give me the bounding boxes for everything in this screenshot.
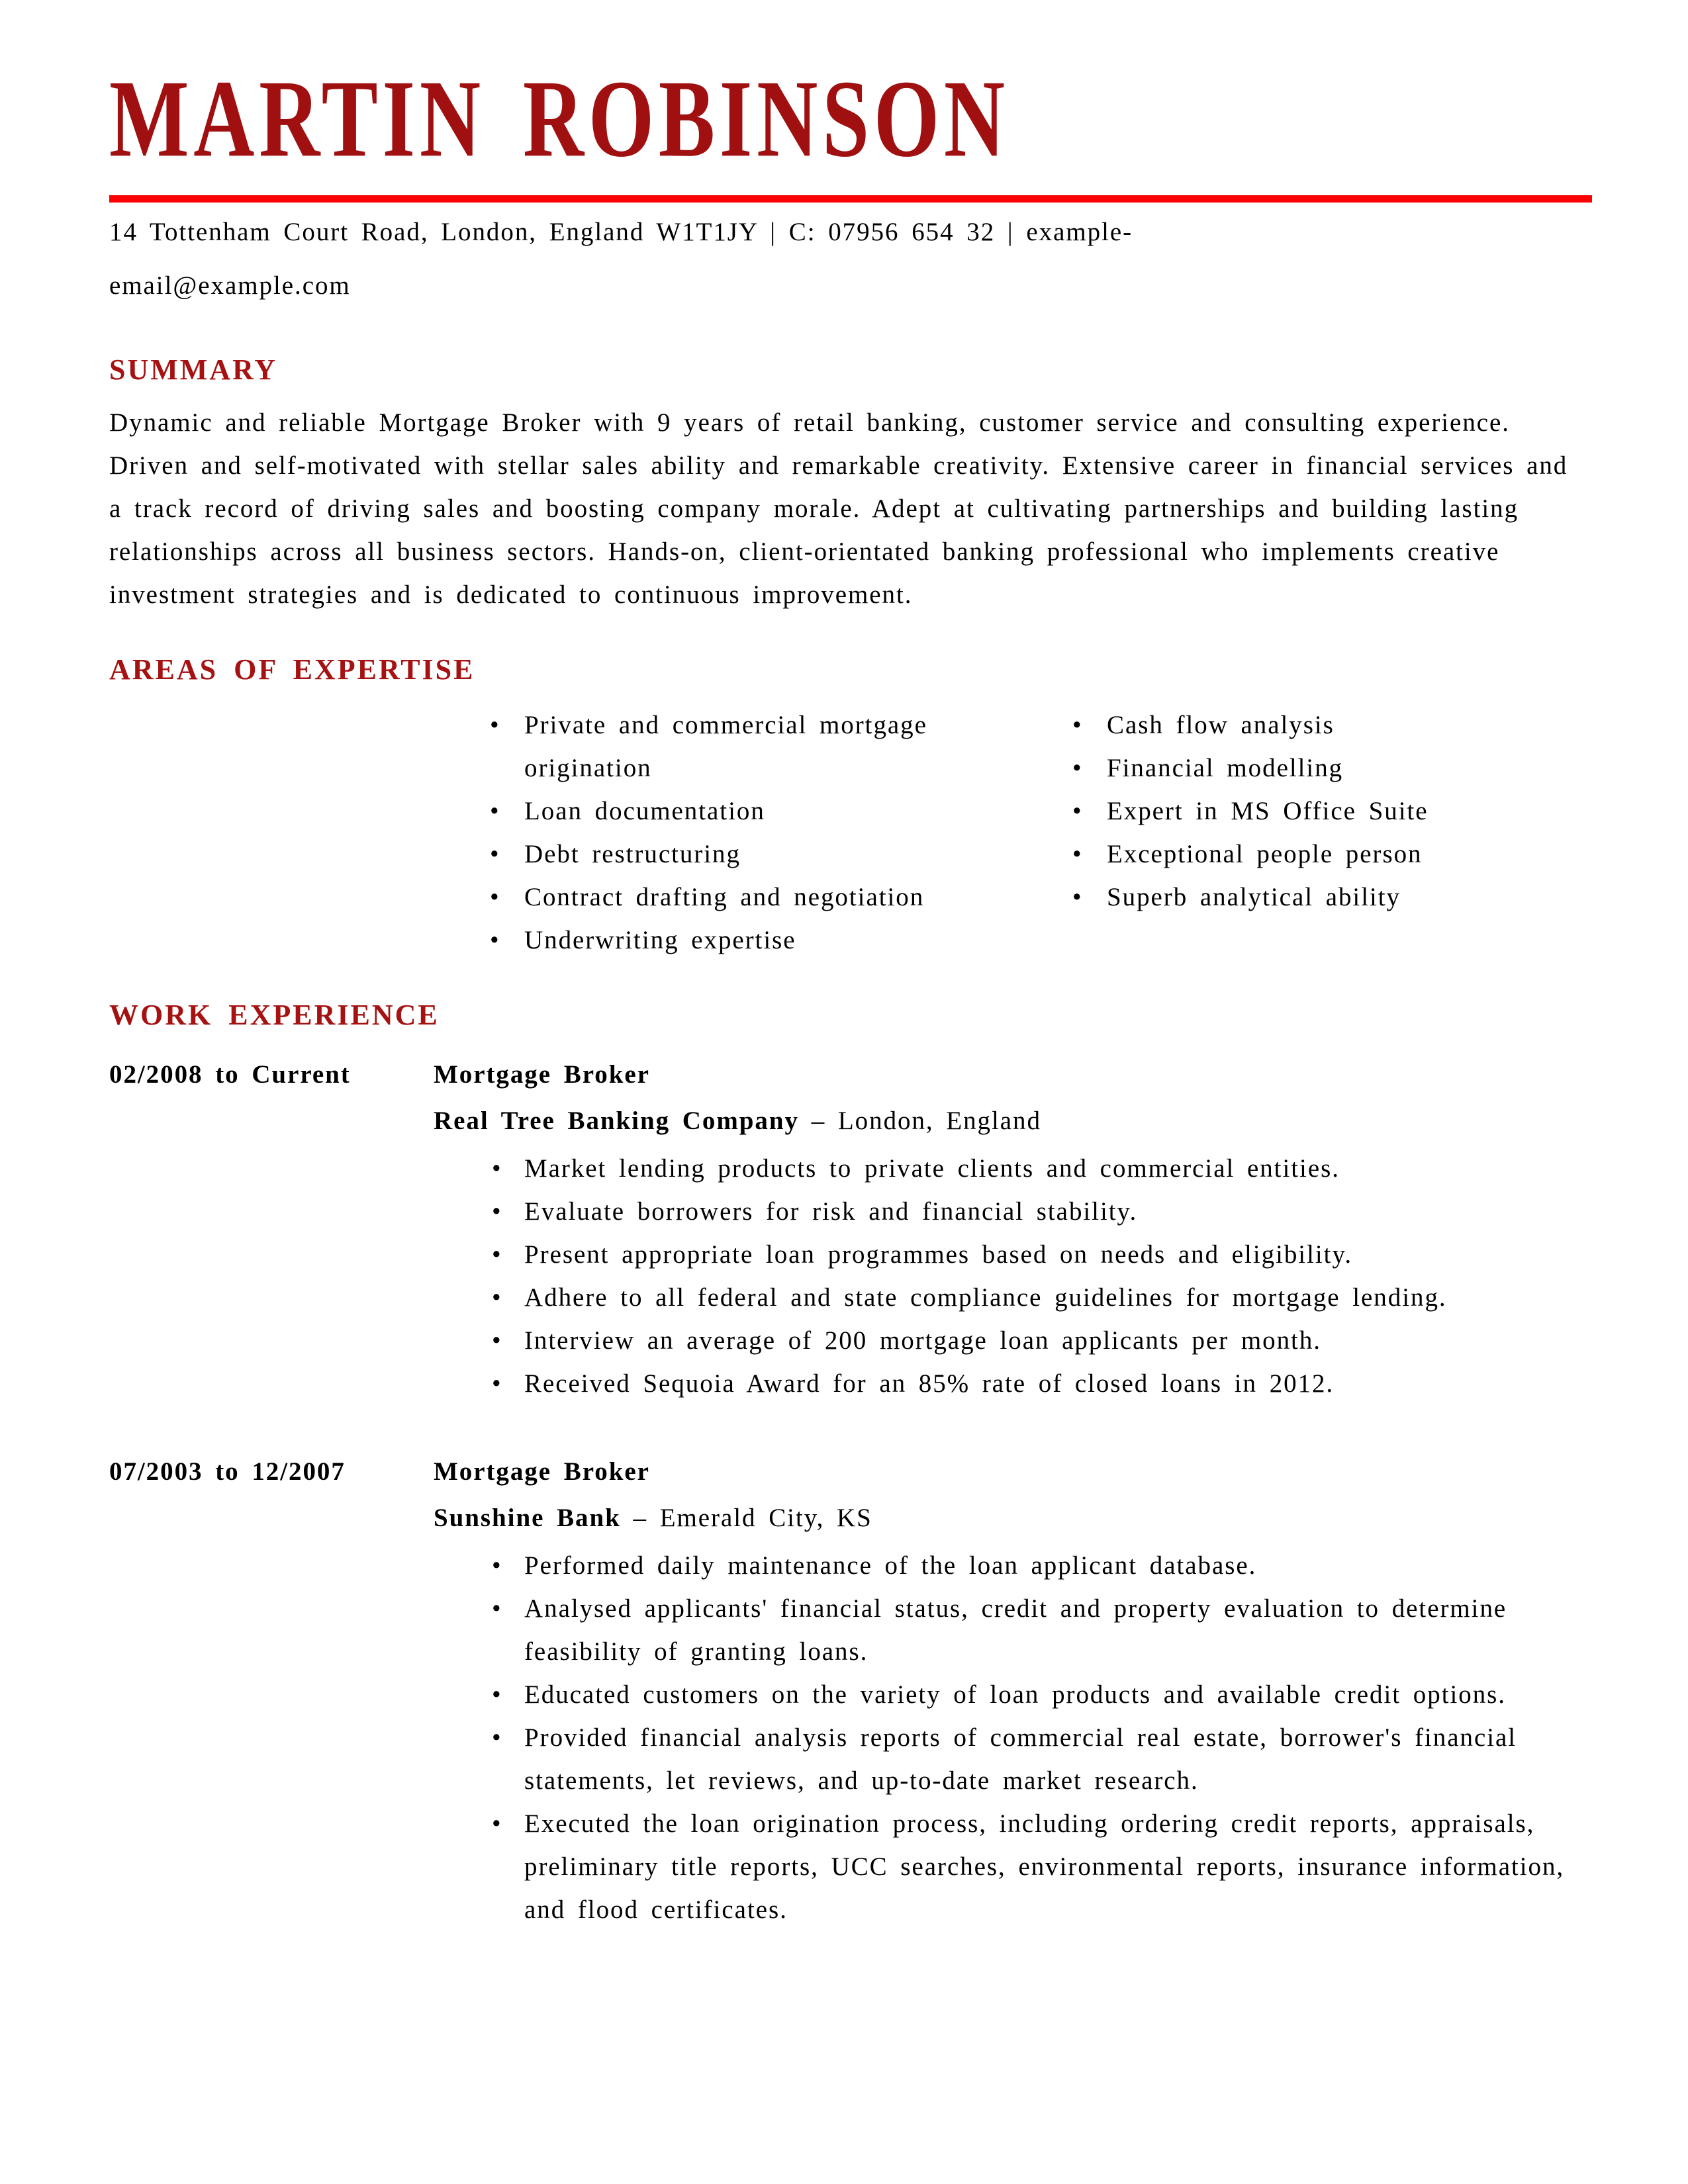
expertise-item: • Contract drafting and negotiation bbox=[490, 876, 969, 919]
resume-header bbox=[109, 57, 1592, 312]
expertise-item: • Exceptional people person bbox=[1072, 833, 1592, 876]
company-name: Real Tree Banking Company bbox=[434, 1107, 799, 1135]
company-location-separator: – bbox=[633, 1504, 647, 1532]
name-heading: MARTIN ROBINSON bbox=[109, 57, 1009, 180]
expertise-item: • Expert in MS Office Suite bbox=[1072, 790, 1592, 833]
expertise-section bbox=[109, 653, 1592, 962]
expertise-item: • Underwriting expertise bbox=[490, 919, 969, 962]
job-bullet: • Interview an average of 200 mortgage loan applicants per month. bbox=[434, 1319, 1592, 1362]
job-dates: 07/2003 to 12/2007 bbox=[109, 1457, 346, 1486]
job-bullet: • Market lending products to private clients and commercial entities. bbox=[434, 1147, 1592, 1190]
job-details bbox=[434, 1052, 1592, 1405]
contact-line-2: email@example.com bbox=[109, 271, 351, 300]
expertise-item: • Debt restructuring bbox=[490, 833, 969, 876]
summary-heading: SUMMARY bbox=[109, 353, 278, 386]
expertise-item: • Cash flow analysis bbox=[1072, 704, 1592, 747]
company-line bbox=[434, 1495, 1592, 1541]
company-name: Sunshine Bank bbox=[434, 1504, 621, 1532]
job-entry bbox=[109, 1052, 1592, 1405]
expertise-item: • Loan documentation bbox=[490, 790, 969, 833]
job-bullet-list bbox=[434, 1544, 1592, 1931]
expertise-heading: AREAS OF EXPERTISE bbox=[109, 653, 475, 686]
summary-section bbox=[109, 353, 1592, 616]
summary-text: Dynamic and reliable Mortgage Broker with 9 years of retail banking, customer service and consulting experience. Driven and self-motivated with stellar sales ability and remarkable creativity. Extensive career in financial services and a track record of driving sales and boosting company morale. Adept at cultivating partnerships and building lasting relationships across all business sectors. Hands-on, client-orientated banking professional who implements creative investment strategies and is dedicated to continuous improvement. bbox=[109, 408, 1568, 609]
job-bullet-list bbox=[434, 1147, 1592, 1405]
job-bullet: • Analysed applicants' financial status, credit and property evaluation to determine feasibility of granting loans. bbox=[434, 1587, 1592, 1673]
job-bullet: • Provided financial analysis reports of commercial real estate, borrower's financial statements, let reviews, and up-to-date market research. bbox=[434, 1716, 1592, 1802]
company-line bbox=[434, 1098, 1592, 1144]
job-bullet: • Educated customers on the variety of loan products and available credit options. bbox=[434, 1673, 1592, 1716]
job-bullet: • Executed the loan origination process, including ordering credit reports, appraisals, preliminary title reports, UCC searches, environmental reports, insurance information, and flood certificates. bbox=[434, 1802, 1592, 1931]
expertise-item: • Superb analytical ability bbox=[1072, 876, 1592, 919]
expertise-columns bbox=[490, 704, 1592, 962]
job-bullet: • Present appropriate loan programmes based on needs and eligibility. bbox=[434, 1233, 1592, 1276]
company-location: Emerald City, KS bbox=[659, 1504, 872, 1532]
job-title: Mortgage Broker bbox=[434, 1457, 650, 1486]
job-title: Mortgage Broker bbox=[434, 1060, 650, 1089]
job-bullet: • Adhere to all federal and state compliance guidelines for mortgage lending. bbox=[434, 1276, 1592, 1319]
job-entry bbox=[109, 1449, 1592, 1931]
job-bullet: • Performed daily maintenance of the loan applicant database. bbox=[434, 1544, 1592, 1587]
contact-info bbox=[109, 205, 1592, 312]
job-dates: 02/2008 to Current bbox=[109, 1060, 351, 1089]
expertise-column-left bbox=[490, 704, 1072, 962]
expertise-item: • Financial modelling bbox=[1072, 747, 1592, 790]
expertise-item: • Private and commercial mortgage origination bbox=[490, 704, 969, 790]
contact-line-1: 14 Tottenham Court Road, London, England W1T1JY | C: 07956 654 32 | example- bbox=[109, 218, 1133, 246]
company-location-separator: – bbox=[811, 1107, 826, 1135]
job-bullet: • Evaluate borrowers for risk and financial stability. bbox=[434, 1190, 1592, 1233]
company-location: London, England bbox=[837, 1107, 1041, 1135]
work-experience-heading: WORK EXPERIENCE bbox=[109, 999, 440, 1031]
job-details bbox=[434, 1449, 1592, 1931]
work-experience-section bbox=[109, 999, 1592, 1931]
job-bullet: • Received Sequoia Award for an 85% rate of closed loans in 2012. bbox=[434, 1362, 1592, 1405]
header-divider-rule bbox=[109, 195, 1592, 203]
expertise-column-right bbox=[1072, 704, 1592, 962]
